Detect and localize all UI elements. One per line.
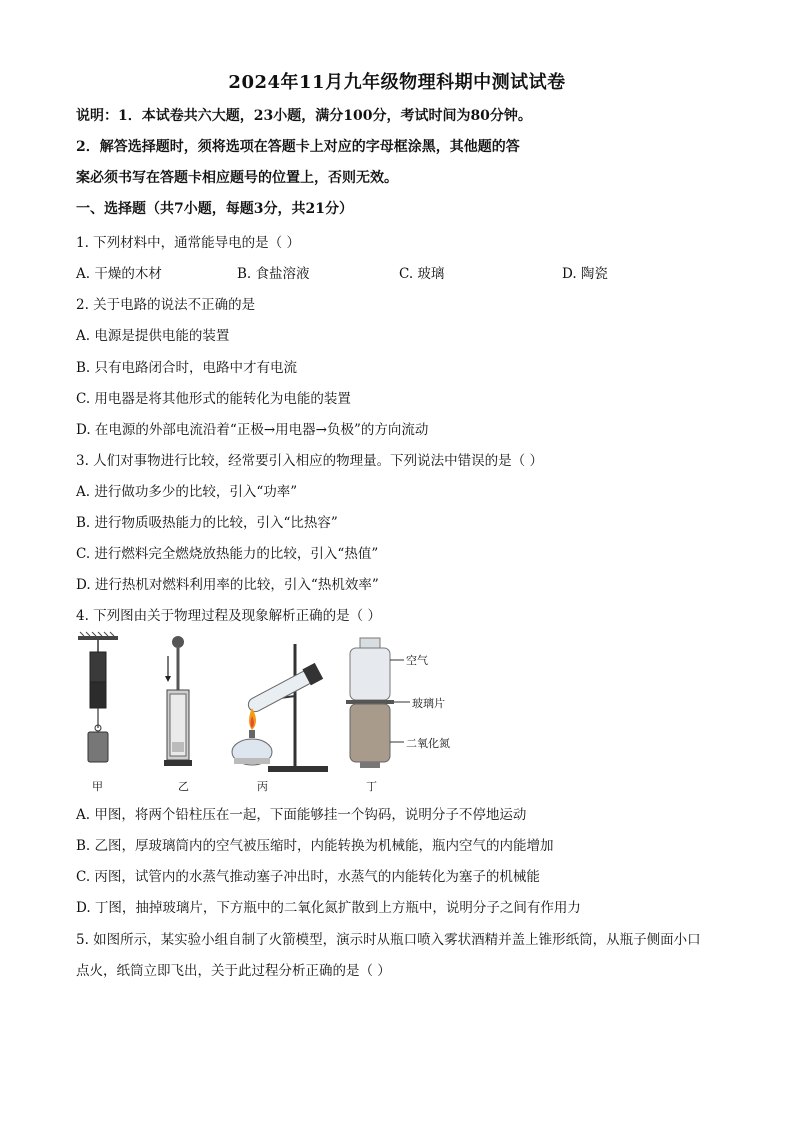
- q5-stem-line-2: 点火，纸筒立即飞出，关于此过程分析正确的是（ ）: [76, 963, 391, 979]
- annotation-glass-plate: 玻璃片: [412, 697, 445, 710]
- note-line-1: 说明：1．本试卷共六大题，23小题，满分100分，考试时间为80分钟。: [76, 108, 532, 124]
- q3-option-d: D. 进行热机对燃料利用率的比较，引入“热机效率”: [76, 577, 379, 593]
- note-line-2: 2．解答选择题时，须将选项在答题卡上对应的字母框涂黑，其他题的答: [76, 139, 520, 155]
- q2-option-c: C. 用电器是将其他形式的能转化为电能的装置: [76, 391, 351, 407]
- q2-stem: 2. 关于电路的说法不正确的是: [76, 297, 256, 313]
- figure-label-ding: 丁: [366, 780, 377, 793]
- q2-option-a: A. 电源是提供电能的装置: [76, 328, 230, 344]
- figure-yi-compression-cylinder: [164, 636, 192, 766]
- figure-label-yi: 乙: [178, 780, 189, 793]
- q3-option-a: A. 进行做功多少的比较，引入“功率”: [76, 484, 298, 500]
- q4-option-d: D. 丁图，抽掉玻璃片，下方瓶中的二氧化氮扩散到上方瓶中，说明分子之间有作用力: [76, 900, 581, 916]
- q1-stem: 1. 下列材料中，通常能导电的是（ ）: [76, 235, 300, 251]
- q4-option-b: B. 乙图，厚玻璃筒内的空气被压缩时，内能转换为机械能，瓶内空气的内能增加: [76, 838, 554, 854]
- page-title: 2024年11月九年级物理科期中测试试卷: [228, 72, 566, 93]
- q3-option-c: C. 进行燃料完全燃烧放热能力的比较，引入“热值”: [76, 546, 379, 562]
- note-line-3: 案必须书写在答题卡相应题号的位置上，否则无效。: [76, 170, 398, 186]
- annotation-no2: 二氧化氮: [406, 737, 450, 750]
- q5-stem-line-1: 5. 如图所示，某实验小组自制了火箭模型，演示时从瓶口喷入雾状酒精并盖上锥形纸筒，从瓶子侧面小口: [76, 932, 701, 948]
- q3-option-b: B. 进行物质吸热能力的比较，引入“比热容”: [76, 515, 338, 531]
- q4-figure: [70, 630, 470, 795]
- q2-option-b: B. 只有电路闭合时，电路中才有电流: [76, 360, 298, 376]
- figure-bing-test-tube-heating: [232, 644, 328, 772]
- q1-option-d: D. 陶瓷: [562, 266, 608, 282]
- q2-option-d: D. 在电源的外部电流沿着“正极→用电器→负极”的方向流动: [76, 422, 429, 438]
- q4-option-a: A. 甲图，将两个铅柱压在一起，下面能够挂一个钩码，说明分子不停地运动: [76, 807, 527, 823]
- q4-option-c: C. 丙图，试管内的水蒸气推动塞子冲出时，水蒸气的内能转化为塞子的机械能: [76, 869, 540, 885]
- figure-ding-diffusion-bottles: [346, 638, 410, 768]
- q3-stem: 3. 人们对事物进行比较，经常要引入相应的物理量。下列说法中错误的是（ ）: [76, 453, 543, 469]
- q1-option-a: A. 干燥的木材: [76, 266, 162, 282]
- annotation-air: 空气: [406, 654, 428, 667]
- q1-option-b: B. 食盐溶液: [237, 266, 310, 282]
- section-heading: 一、选择题（共7小题，每题3分，共21分）: [76, 201, 353, 217]
- figure-label-jia: 甲: [92, 780, 103, 793]
- q4-stem: 4. 下列图由关于物理过程及现象解析正确的是（ ）: [76, 608, 381, 624]
- figure-jia-lead-cylinders: [78, 632, 118, 762]
- q1-option-c: C. 玻璃: [399, 266, 445, 282]
- figure-label-bing: 丙: [257, 780, 268, 793]
